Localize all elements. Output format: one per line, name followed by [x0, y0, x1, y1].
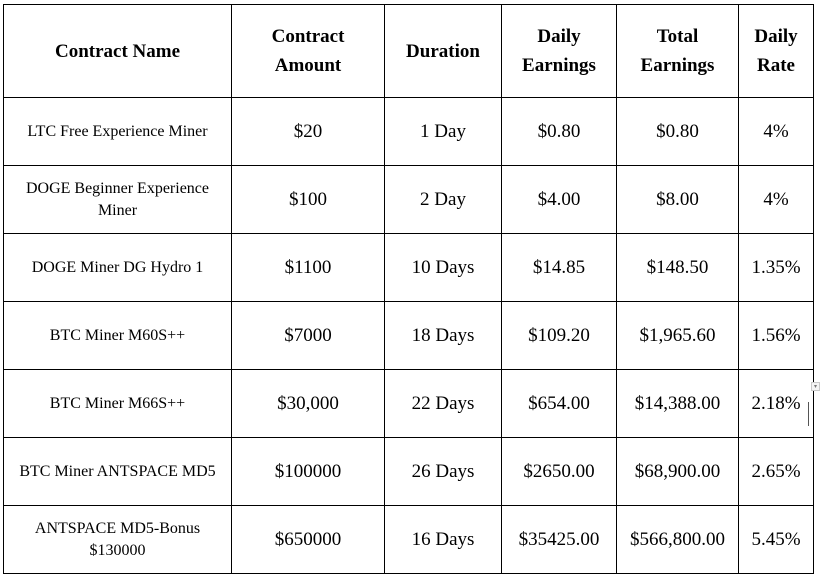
cell-daily-rate: 5.45%: [739, 506, 814, 574]
cell-contract-name: BTC Miner M66S++: [4, 370, 232, 438]
cell-daily-earnings: $35425.00: [502, 506, 617, 574]
cell-duration: 16 Days: [385, 506, 502, 574]
table-row: [4, 234, 814, 302]
cell-contract-name: [4, 166, 232, 234]
cell-contract-name: DOGE Miner DG Hydro 1: [4, 234, 232, 302]
table-row: [4, 302, 814, 370]
cell-total-earnings: $1,965.60: [617, 302, 739, 370]
header-contract-name: Contract Name: [4, 5, 232, 98]
cell-contract-amount: $30,000: [232, 370, 385, 438]
cell-total-earnings: $566,800.00: [617, 506, 739, 574]
cell-contract-amount: $1100: [232, 234, 385, 302]
cell-daily-rate: 4%: [739, 166, 814, 234]
table-row: [4, 438, 814, 506]
cell-contract-name: [4, 506, 232, 574]
dropdown-arrow-icon[interactable]: ▾: [811, 382, 820, 391]
cell-contract-name: BTC Miner ANTSPACE MD5: [4, 438, 232, 506]
cell-contract-name-text: DOGE Beginner Experience Miner: [25, 179, 210, 219]
cell-daily-rate[interactable]: 2.18%: [739, 370, 814, 438]
cell-contract-name: LTC Free Experience Miner: [4, 98, 232, 166]
cell-daily-earnings: $2650.00: [502, 438, 617, 506]
cell-daily-earnings: $4.00: [502, 166, 617, 234]
header-daily-earnings-label: Daily Earnings: [522, 26, 596, 76]
contracts-table: [3, 4, 814, 574]
cell-daily-rate: 1.35%: [739, 234, 814, 302]
header-duration: Duration: [385, 5, 502, 98]
cell-duration: 22 Days: [385, 370, 502, 438]
cell-total-earnings: $14,388.00: [617, 370, 739, 438]
header-daily-earnings: [502, 5, 617, 98]
cell-daily-rate: 1.56%: [739, 302, 814, 370]
text-cursor: [808, 402, 809, 426]
header-daily-rate: [739, 5, 814, 98]
cell-contract-amount: $20: [232, 98, 385, 166]
cell-daily-rate: 2.65%: [739, 438, 814, 506]
cell-contract-amount: $7000: [232, 302, 385, 370]
header-total-earnings-label: Total Earnings: [640, 26, 715, 76]
header-row: [4, 5, 814, 98]
cell-daily-earnings: $14.85: [502, 234, 617, 302]
table-row: [4, 506, 814, 574]
cell-duration: 18 Days: [385, 302, 502, 370]
cell-duration: 2 Day: [385, 166, 502, 234]
table-row: [4, 98, 814, 166]
cell-total-earnings: $8.00: [617, 166, 739, 234]
header-contract-amount-label: Contract Amount: [271, 26, 345, 76]
cell-contract-amount: $650000: [232, 506, 385, 574]
cell-total-earnings: $68,900.00: [617, 438, 739, 506]
table-row: [4, 370, 814, 438]
cell-daily-earnings: $109.20: [502, 302, 617, 370]
header-total-earnings: [617, 5, 739, 98]
cell-contract-name-text: ANTSPACE MD5-Bonus $130000: [34, 519, 201, 559]
header-contract-amount: [232, 5, 385, 98]
cell-contract-amount: $100000: [232, 438, 385, 506]
header-daily-rate-label: Daily Rate: [754, 26, 798, 76]
cell-contract-name: BTC Miner M60S++: [4, 302, 232, 370]
cell-contract-amount: $100: [232, 166, 385, 234]
cell-duration: 1 Day: [385, 98, 502, 166]
cell-daily-earnings: $0.80: [502, 98, 617, 166]
table-row: [4, 166, 814, 234]
cell-total-earnings: $0.80: [617, 98, 739, 166]
cell-total-earnings: $148.50: [617, 234, 739, 302]
cell-duration: 10 Days: [385, 234, 502, 302]
cell-duration: 26 Days: [385, 438, 502, 506]
cell-daily-earnings: $654.00: [502, 370, 617, 438]
cell-daily-rate: 4%: [739, 98, 814, 166]
